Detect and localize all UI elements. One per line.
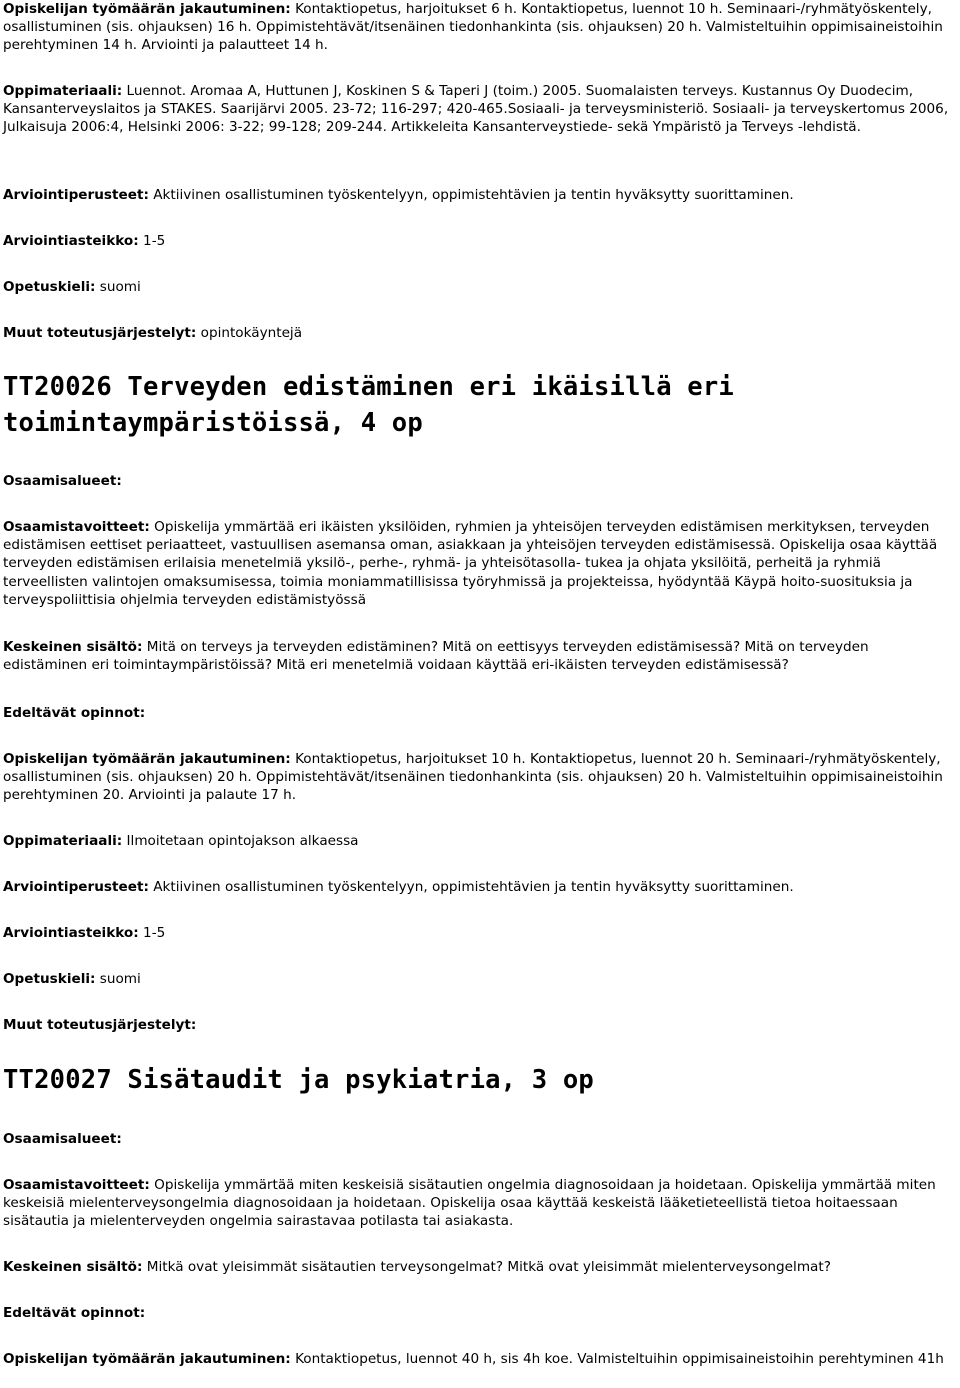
goals-text: Opiskelija ymmärtää miten keskeisiä sisätautien ongelmia diagnosoidaan ja hoidetaan. Opiskelija ymmärtää miten keskeisiä mielenterveysongelmia diagnosoidaan ja hoidetaan. Opiskelija osaa käyttää keskeistä lääketieteellistä tietoa hoitaessaan sisätautia ja mielenterveyden ongelmia sairastavaa potilasta tai asiakasta.: [3, 1177, 936, 1230]
c2-goals: [3, 1176, 950, 1231]
prereq-label: Edeltävät opinnot:: [3, 705, 146, 721]
top-workload: [3, 0, 950, 55]
criteria-text: Aktiivinen osallistuminen työskentelyyn, oppimistehtävien ja tentin hyväksytty suorittaminen.: [153, 187, 794, 203]
workload-label: Opiskelijan työmäärän jakautuminen:: [3, 1351, 291, 1367]
other-label: Muut toteutusjärjestelyt:: [3, 325, 197, 341]
c1-other: [3, 1016, 950, 1034]
lang-label: Opetuskieli:: [3, 279, 96, 295]
c1-areas: [3, 472, 950, 490]
criteria-label: Arviointiperusteet:: [3, 187, 149, 203]
content-label: Keskeinen sisältö:: [3, 1259, 143, 1275]
workload-text: Kontaktiopetus, harjoitukset 6 h. Kontaktiopetus, luennot 10 h. Seminaari-/ryhmätyöskentely, osallistuminen (sis. ohjauksen) 16 h. Oppimistehtävät/itsenäinen tiedonhankinta (sis. ohjauksen) 20 h. Valmisteltuihin oppimisaineistoihin perehtyminen 14 h. Arviointi ja palautteet 14 h.: [3, 1, 943, 54]
top-other: [3, 324, 950, 342]
goals-text: Opiskelija ymmärtää eri ikäisten yksilöiden, ryhmien ja yhteisöjen terveyden edistämisen merkityksen, terveyden edistämisen eettiset periaatteet, vastuullisen asemansa oman, asiakkaan ja yhteisöjen terveyden edistämisessä. Opiskelija osaa käyttää terveyden edistämisen erilaisia menetelmiä yksilö-, perhe-, ryhmä- ja yhteisötasolla- tukea ja ohjata yksilöitä, perheitä ja ryhmiä terveellisten valintojen omaksumisessa, toimia moniammatillisissa työryhmissä ja projekteissa, hyödyntää Käypä hoito-suosituksia ja terveyspoliittisia ohjelmia terveyden edistämistyössä: [3, 519, 938, 608]
workload-text: Kontaktiopetus, luennot 40 h, sis 4h koe. Valmisteltuihin oppimisaineistoihin perehtyminen 41h: [295, 1351, 944, 1367]
course-title-tt20027: TT20027 Sisätaudit ja psykiatria, 3 op: [3, 1065, 594, 1095]
materials-label: Oppimateriaali:: [3, 83, 123, 99]
goals-label: Osaamistavoitteet:: [3, 519, 150, 535]
scale-label: Arviointiasteikko:: [3, 925, 139, 941]
course-title-tt20026: TT20026 Terveyden edistäminen eri ikäisillä eri toimintaympäristöissä, 4 op: [3, 372, 734, 438]
lang-text: suomi: [99, 279, 141, 295]
other-label: Muut toteutusjärjestelyt:: [3, 1017, 197, 1033]
content-text: Mitkä ovat yleisimmät sisätautien terveysongelmat? Mitkä ovat yleisimmät mielenterveysongelmat?: [146, 1259, 831, 1275]
lang-label: Opetuskieli:: [3, 971, 96, 987]
criteria-text: Aktiivinen osallistuminen työskentelyyn, oppimistehtävien ja tentin hyväksytty suorittaminen.: [153, 879, 794, 895]
materials-label: Oppimateriaali:: [3, 833, 123, 849]
c1-scale: [3, 924, 950, 942]
lang-text: suomi: [99, 971, 141, 987]
materials-text: Ilmoitetaan opintojakson alkaessa: [126, 833, 359, 849]
c2-areas: [3, 1130, 950, 1148]
workload-label: Opiskelijan työmäärän jakautuminen:: [3, 1, 291, 17]
top-materials: [3, 82, 950, 137]
prereq-label: Edeltävät opinnot:: [3, 1305, 146, 1321]
top-criteria: [3, 186, 950, 204]
content-text: Mitä on terveys ja terveyden edistäminen? Mitä on eettisyys terveyden edistämisessä? Mitä on terveyden edistäminen eri toimintaympäristöissä? Mitä eri menetelmiä voidaan käyttää eri-ikäisten terveyden edistämisessä?: [3, 639, 869, 674]
c1-materials: [3, 832, 950, 850]
other-text: opintokäyntejä: [200, 325, 303, 341]
c1-criteria: [3, 878, 950, 896]
scale-label: Arviointiasteikko:: [3, 233, 139, 249]
materials-text: Luennot. Aromaa A, Huttunen J, Koskinen S & Taperi J (toim.) 2005. Suomalaisten terveys. Kustannus Oy Duodecim, Kansanterveyslaitos ja STAKES. Saarijärvi 2005. 23-72; 116-297; 420-465.Sosiaali- ja terveysministeriö. Sosiaali- ja terveyskertomus 2006, Julkaisuja 2006:4, Helsinki 2006: 3-22; 99-128; 209-244. Artikkeleita Kansanterveystiede- sekä Ympäristö ja Terveys -lehdistä.: [3, 83, 949, 136]
c2-content: [3, 1258, 950, 1276]
c1-prereq: [3, 704, 950, 722]
c1-content: [3, 638, 950, 674]
content-label: Keskeinen sisältö:: [3, 639, 143, 655]
c2-workload: [3, 1350, 950, 1368]
workload-label: Opiskelijan työmäärän jakautuminen:: [3, 751, 291, 767]
criteria-label: Arviointiperusteet:: [3, 879, 149, 895]
top-lang: [3, 278, 950, 296]
goals-label: Osaamistavoitteet:: [3, 1177, 150, 1193]
areas-label: Osaamisalueet:: [3, 473, 122, 489]
c1-workload: [3, 750, 950, 805]
scale-text: 1-5: [143, 925, 166, 941]
top-scale: [3, 232, 950, 250]
areas-label: Osaamisalueet:: [3, 1131, 122, 1147]
c1-lang: [3, 970, 950, 988]
c2-prereq: [3, 1304, 950, 1322]
workload-text: Kontaktiopetus, harjoitukset 10 h. Kontaktiopetus, luennot 20 h. Seminaari-/ryhmätyöskentely, osallistuminen (sis. ohjauksen) 20 h. Oppimistehtävät/itsenäinen tiedonhankinta (sis. ohjauksen) 20 h. Valmisteltuihin oppimisaineistoihin perehtyminen 20. Arviointi ja palaute 17 h.: [3, 751, 943, 804]
c1-goals: [3, 518, 950, 609]
scale-text: 1-5: [143, 233, 166, 249]
